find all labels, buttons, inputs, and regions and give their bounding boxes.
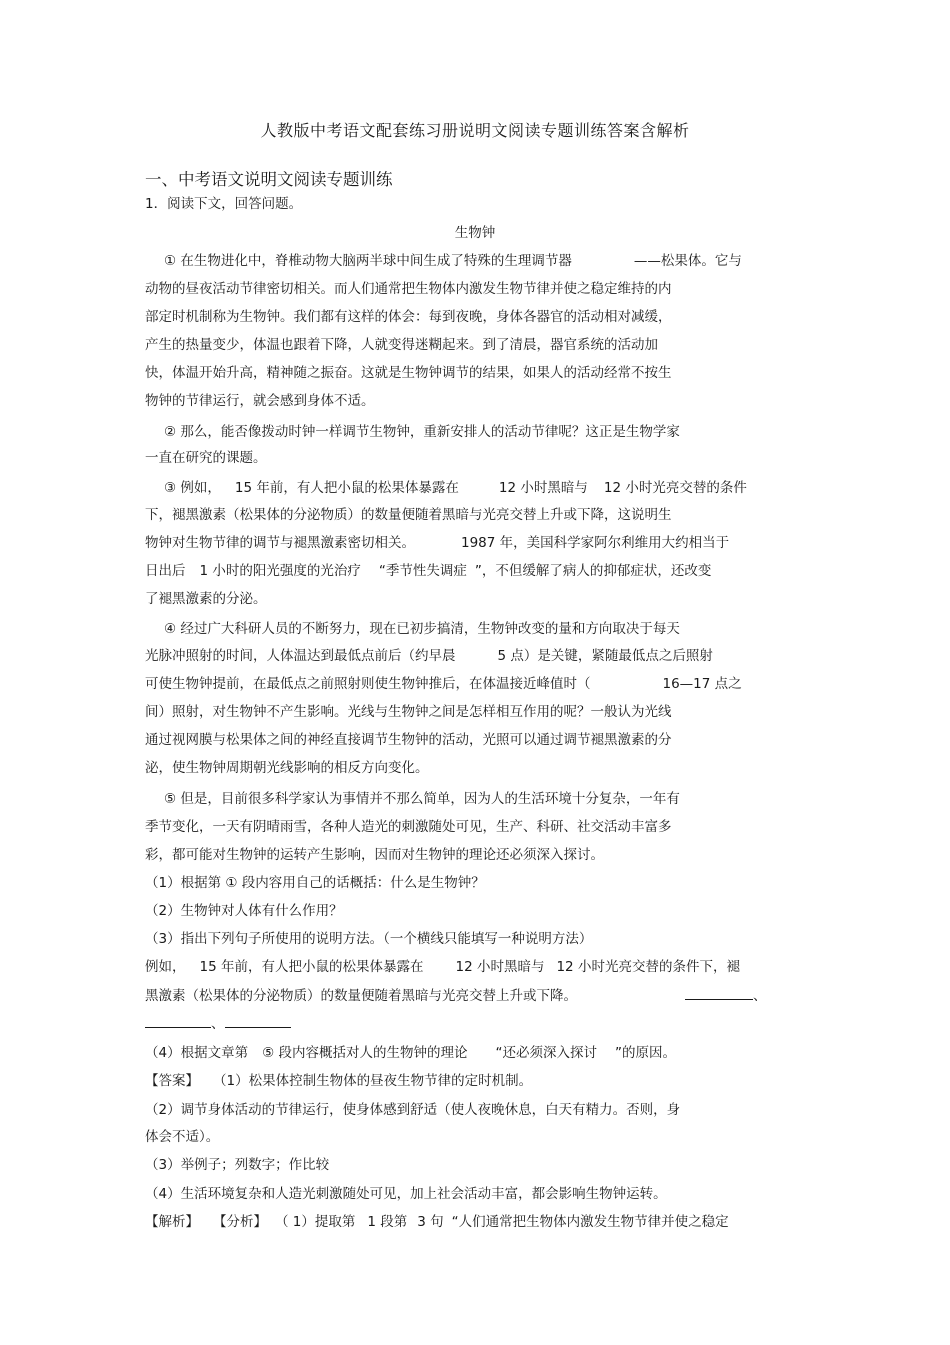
question-2: （2）生物钟对人体有什么作用？ — [145, 903, 343, 919]
answer-label: 【答案】 — [145, 1073, 199, 1089]
analysis-tag: 【分析】 — [213, 1214, 267, 1230]
paragraph-3-line: 了褪黑激素的分泌。 — [145, 591, 267, 607]
paragraph-text: 例如， — [145, 959, 186, 975]
paragraph-2-line: 一直在研究的课题。 — [145, 450, 267, 466]
paragraph-1-line: 快，体温开始升高，精神随之振奋。这就是生物钟调节的结果，如果人的活动经常不按生 — [145, 365, 672, 381]
paragraph-text: “还必须深入探讨 — [495, 1045, 597, 1061]
analysis-text: “人们通常把生物体内激发生物节律并使之稳定 — [451, 1214, 729, 1230]
paragraph-text: 12 小时黑暗与 — [498, 480, 588, 496]
paragraph-5-line: 彩，都可能对生物钟的运转产生影响，因而对生物钟的理论还必须深入探讨。 — [145, 847, 604, 863]
paragraph-text: ——松果体。它与 — [633, 253, 742, 269]
question-3-example-line — [145, 984, 767, 1004]
paragraph-2-line: ② 那么，能否像拨动时钟一样调节生物钟，重新安排人的活动节律呢？这正是生物学家 — [164, 424, 680, 440]
paragraph-text: 物钟对生物节律的调节与褪黑激素密切相关。 — [145, 535, 415, 551]
paragraph-text: 12 小时光亮交替的条件 — [603, 480, 747, 496]
paragraph-text: ”，不但缓解了病人的抑郁症状，还改变 — [474, 563, 712, 579]
analysis-text: 3 句 — [417, 1214, 444, 1230]
paragraph-text: （4）根据文章第 — [145, 1045, 249, 1061]
analysis-line — [145, 1210, 729, 1230]
answer-2-line: （2）调节身体活动的节律运行，使身体感到舒适（使人夜晚休息，白天有精力。否则，身 — [145, 1102, 681, 1118]
paragraph-text: ”的原因。 — [615, 1045, 676, 1061]
answer-text: （1）松果体控制生物体的昼夜生物节律的定时机制。 — [213, 1073, 533, 1089]
answer-1-line — [145, 1069, 532, 1089]
paragraph-text: 可使生物钟提前，在最低点之前照射则使生物钟推后，在体温接近峰值时（ — [145, 676, 591, 692]
question-intro: 1．阅读下文，回答问题。 — [145, 196, 303, 212]
paragraph-1-line: 部定时机制称为生物钟。我们都有这样的体会：每到夜晚，身体各器官的活动相对减缓， — [145, 309, 672, 325]
paragraph-1-line: 产生的热量变少，体温也跟着下降，人就变得迷糊起来。到了清晨，器官系统的活动加 — [145, 337, 658, 353]
paragraph-1-line — [164, 249, 742, 269]
paragraph-text: 16—17 点之 — [662, 676, 742, 692]
paragraph-4-line — [145, 644, 713, 664]
paragraph-5-line: 季节变化，一天有阴晴雨雪，各种人造光的刺激随处可见，生产、科研、社交活动丰富多 — [145, 819, 672, 835]
paragraph-text: ③ 例如， — [164, 480, 221, 496]
paragraph-text: 12 小时黑暗与 — [455, 959, 545, 975]
question-3-example-line — [145, 955, 740, 975]
analysis-text: 1 段第 — [367, 1214, 408, 1230]
paragraph-3-line — [164, 476, 747, 496]
question-4 — [145, 1041, 676, 1061]
paragraph-text: 1987 年，美国科学家阿尔利维用大约相当于 — [461, 535, 730, 551]
document-title: 人教版中考语文配套练习册说明文阅读专题训练答案含解析 — [260, 121, 690, 140]
paragraph-text: 15 年前，有人把小鼠的松果体暴露在 — [234, 480, 459, 496]
article-title: 生物钟 — [454, 225, 496, 241]
paragraph-3-line — [145, 559, 711, 579]
paragraph-text: 12 小时光亮交替的条件下，褪 — [556, 959, 740, 975]
question-3: （3）指出下列句子所使用的说明方法。（一个横线只能填写一种说明方法） — [145, 931, 593, 947]
paragraph-3-line: 下，褪黑激素（松果体的分泌物质）的数量便随着黑暗与光亮交替上升或下降，这说明生 — [145, 507, 672, 523]
paragraph-4-line: 泌，使生物钟周期朝光线影响的相反方向变化。 — [145, 760, 429, 776]
paragraph-1-line: 物钟的节律运行，就会感到身体不适。 — [145, 393, 375, 409]
question-3-blanks-line — [145, 1012, 291, 1032]
paragraph-4-line: 通过视网膜与松果体之间的神经直接调节生物钟的活动，光照可以通过调节褪黑激素的分 — [145, 732, 672, 748]
answer-blank[interactable] — [145, 1015, 211, 1028]
paragraph-text: ① 在生物进化中，脊椎动物大脑两半球中间生成了特殊的生理调节器 — [164, 253, 572, 269]
paragraph-4-line: 间）照射，对生物钟不产生影响。光线与生物钟之间是怎样相互作用的呢？一般认为光线 — [145, 704, 672, 720]
paragraph-4-line: ④ 经过广大科研人员的不断努力，现在已初步搞清，生物钟改变的量和方向取决于每天 — [164, 621, 680, 637]
paragraph-4-line — [145, 672, 742, 692]
paragraph-text: ⑤ 段内容概括对人的生物钟的理论 — [262, 1045, 468, 1061]
answer-2-line: 体会不适）。 — [145, 1129, 220, 1145]
paragraph-5-line: ⑤ 但是，目前很多科学家认为事情并不那么简单，因为人的生活环境十分复杂，一年有 — [164, 791, 680, 807]
paragraph-text: 1 小时的阳光强度的光治疗 — [199, 563, 361, 579]
blank-separator: 、 — [211, 1016, 225, 1032]
paragraph-text: 黑激素（松果体的分泌物质）的数量便随着黑暗与光亮交替上升或下降。 — [145, 988, 577, 1004]
paragraph-text: 光脉冲照射的时间，人体温达到最低点前后（约早晨 — [145, 648, 456, 664]
question-1: （1）根据第 ① 段内容用自己的话概括：什么是生物钟？ — [145, 875, 485, 891]
analysis-label: 【解析】 — [145, 1214, 199, 1230]
paragraph-text: 15 年前，有人把小鼠的松果体暴露在 — [199, 959, 424, 975]
paragraph-text: 日出后 — [145, 563, 186, 579]
paragraph-3-line — [145, 531, 729, 551]
paragraph-text: 5 点）是关键，紧随最低点之后照射 — [497, 648, 713, 664]
analysis-text: （ 1）提取第 — [275, 1214, 356, 1230]
blank-separator: 、 — [753, 988, 767, 1004]
answer-blank[interactable] — [225, 1015, 291, 1028]
paragraph-1-line: 动物的昼夜活动节律密切相关。而人们通常把生物体内激发生物节律并使之稳定维持的内 — [145, 281, 672, 297]
answer-4-line: （4）生活环境复杂和人造光刺激随处可见，加上社会活动丰富，都会影响生物钟运转。 — [145, 1186, 667, 1202]
section-heading: 一、中考语文说明文阅读专题训练 — [145, 170, 393, 189]
paragraph-text: “季节性失调症 — [378, 563, 467, 579]
answer-blank[interactable] — [685, 987, 753, 1000]
answer-3-line: （3）举例子；列数字；作比较 — [145, 1157, 330, 1173]
